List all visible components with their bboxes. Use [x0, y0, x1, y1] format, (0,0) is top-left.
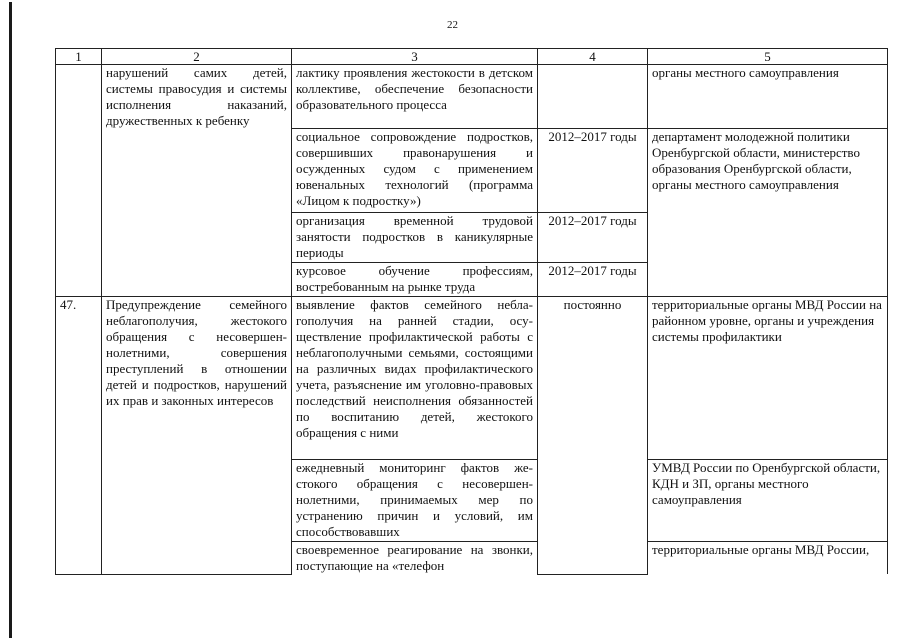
col-header-2: 2 — [102, 49, 292, 65]
activity-cell: своевременное реагирование на звонки, поступающие на «телефон — [292, 542, 538, 575]
executor-cell: департамент молодежной политики Оренбургской области, министерство образования Оренбургской области, органы местного самоуправления — [648, 129, 888, 297]
activity-cell: лактику проявления жестокости в детском коллективе, обеспечение безопасности образовательного процесса — [292, 65, 538, 129]
period-cell: 2012–2017 годы — [538, 263, 648, 297]
activity-cell: социальное сопровождение подростков, совершивших правонарушения и осужденных судом с применением ювенальных технологий (программа «Лицом к подростку») — [292, 129, 538, 213]
table-row — [56, 297, 888, 460]
col-header-1: 1 — [56, 49, 102, 65]
measure-goal-cell: Предупреждение семейного неблагополучия, жестокого обращения с несовершеннолетними, совершения преступлений в отношении детей и подростков, нарушений их прав и законных интересов — [102, 297, 292, 575]
binding-margin-line — [9, 2, 12, 638]
period-cell: постоянно — [538, 297, 648, 575]
activity-cell: организация временной трудовой занятости подростков в каникулярные периоды — [292, 213, 538, 263]
period-cell — [538, 65, 648, 129]
table-row — [56, 65, 888, 129]
row-number-cell — [56, 65, 102, 297]
col-header-3: 3 — [292, 49, 538, 65]
period-cell: 2012–2017 годы — [538, 213, 648, 263]
activity-cell: курсовое обучение профессиям, востребованным на рынке труда — [292, 263, 538, 297]
executor-cell: органы местного самоуправления — [648, 65, 888, 129]
col-header-4: 4 — [538, 49, 648, 65]
table-header-row — [56, 49, 888, 65]
activity-cell: ежедневный мониторинг фактов жестокого обращения с несовершеннолетними, принимаемых мер по устранению причин и условий, им способствовавших — [292, 460, 538, 542]
measures-table — [55, 48, 888, 575]
row-number-cell: 47. — [56, 297, 102, 575]
executor-cell: территориальные органы МВД России на районном уровне, органы и учреждения системы профилактики — [648, 297, 888, 460]
period-cell: 2012–2017 годы — [538, 129, 648, 213]
page-number: 22 — [447, 19, 458, 31]
executor-cell: территориальные органы МВД России, — [648, 542, 888, 575]
col-header-5: 5 — [648, 49, 888, 65]
measure-goal-cell: нарушений самих детей, системы правосудия и системы исполнения наказаний, дружественных к ребенку — [102, 65, 292, 297]
activity-cell: выявление фактов семейного неблагополучия на ранней стадии, осуществление профилактической работы с неблагополучными семьями, состоящими на различных видах профилактического учета, разъяснение им уголовно-правовых последствий неисполнения обязанностей по воспитанию детей, жестокого обращения с ними — [292, 297, 538, 460]
executor-cell: УМВД России по Оренбургской области, КДН и ЗП, органы местного самоуправления — [648, 460, 888, 542]
